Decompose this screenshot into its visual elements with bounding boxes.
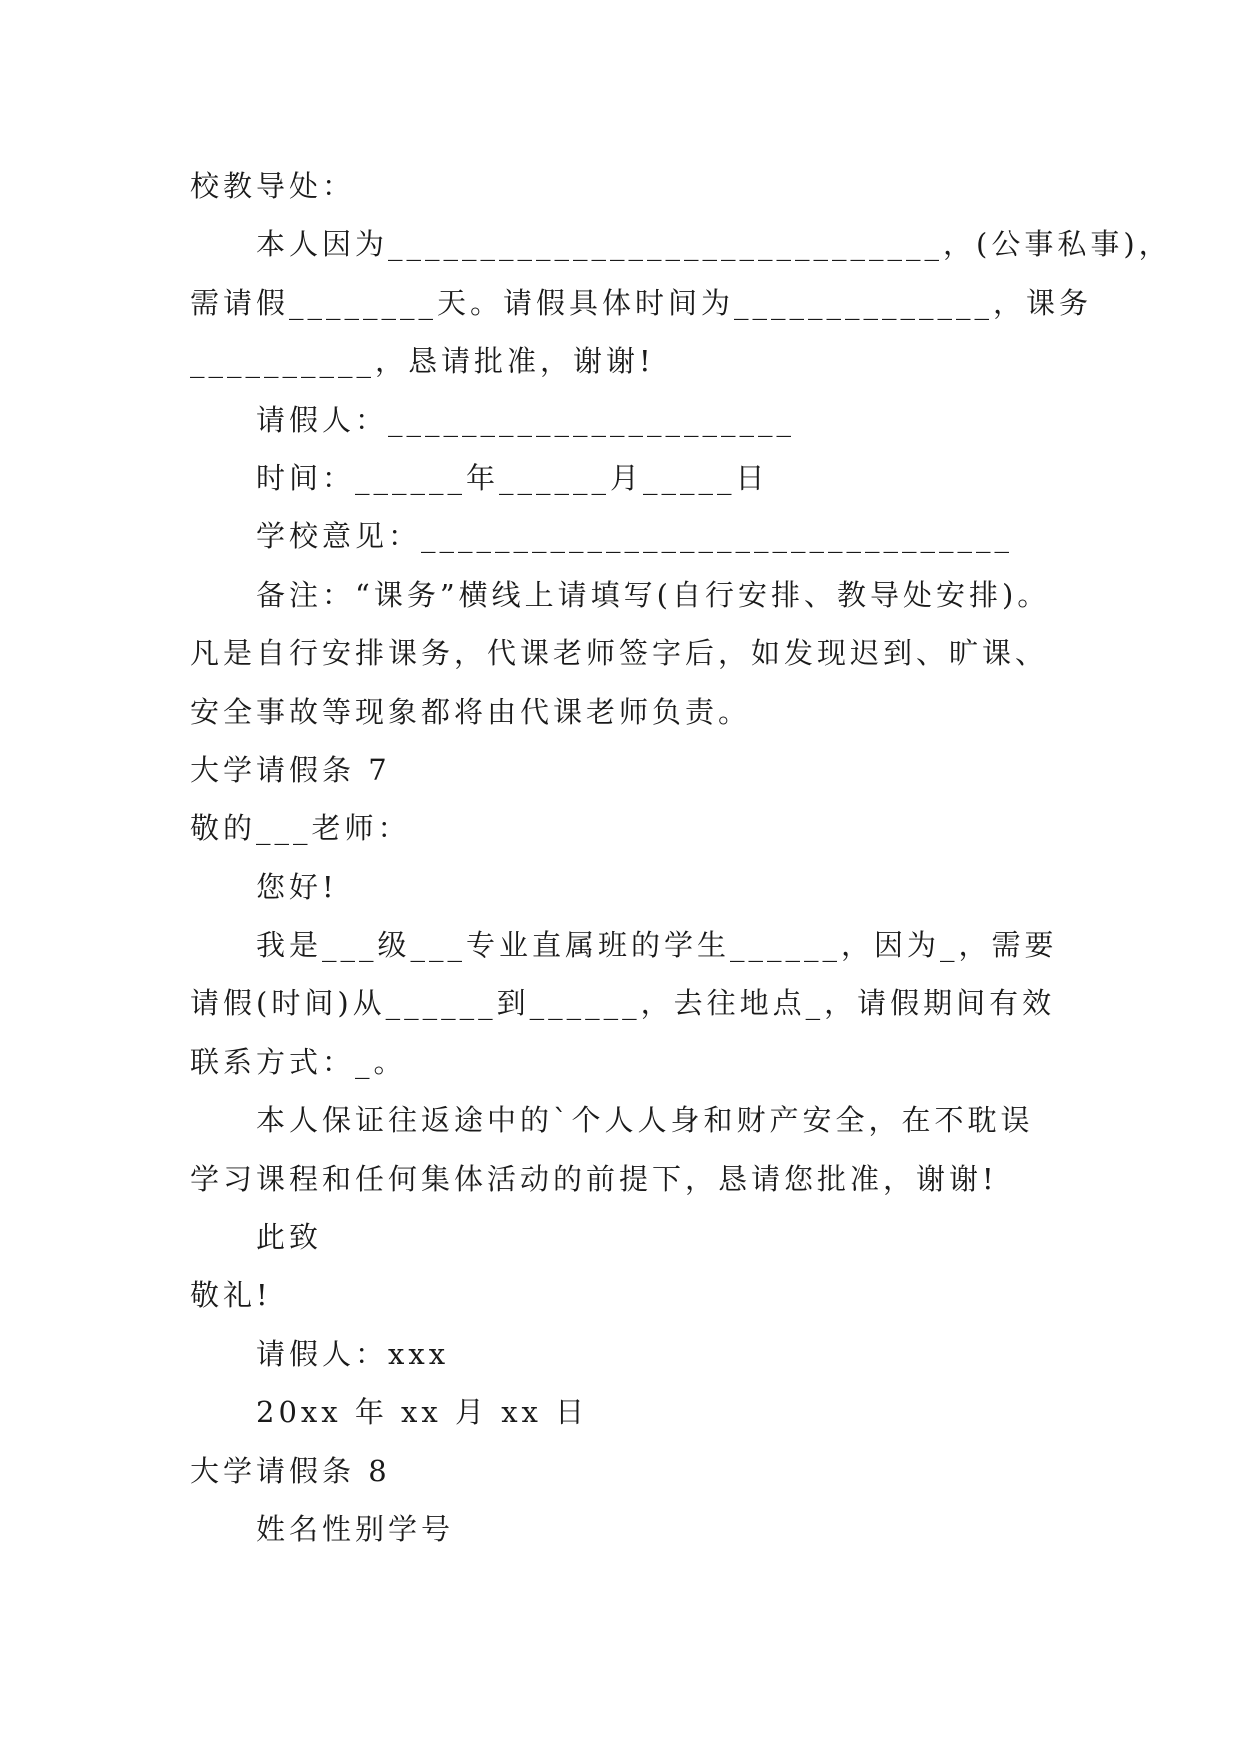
reason-line: 本人因为______________________________，(公事私事)， (256, 227, 1172, 262)
date-line: 时间：______年______月_____日 (256, 460, 769, 495)
applicant-line: 请假人：______________________ (256, 402, 796, 437)
remark-end-line: 安全事故等现象都将由代课老师负责。 (190, 694, 752, 729)
salutation-line: 校教导处： (190, 169, 356, 203)
section-heading-7: 大学请假条 7 (190, 752, 391, 787)
leave-period-line: 请假(时间)从______到______，去往地点_，请假期间有效 (190, 986, 1056, 1021)
teacher-salutation-line: 敬的___老师： (190, 811, 411, 846)
guarantee-line: 本人保证往返途中的`个人人身和财产安全，在不耽误 (256, 1103, 1034, 1138)
section-heading-8: 大学请假条 8 (190, 1453, 391, 1488)
closing-line: 此致 (256, 1220, 323, 1255)
remark-continued-line: 凡是自行安排课务，代课老师签字后，如发现迟到、旷课、 (190, 636, 1049, 671)
signature-line: 请假人：xxx (256, 1336, 450, 1371)
student-info-line: 我是___级___专业直属班的学生______，因为_，需要 (256, 928, 1058, 963)
guarantee-continued-line: 学习课程和任何集体活动的前提下，恳请您批准，谢谢! (190, 1161, 998, 1196)
remark-line: 备注：“课务”横线上请填写(自行安排、教导处安排)。 (256, 577, 1051, 612)
school-opinion-line: 学校意见：________________________________ (256, 519, 1014, 554)
signature-date-line: 20xx 年 xx 月 xx 日 (256, 1395, 589, 1430)
document-body (190, 157, 1172, 1558)
days-line: 需请假________天。请假具体时间为______________，课务 (190, 285, 1093, 320)
form-fields-line: 姓名性别学号 (256, 1511, 455, 1546)
regards-line: 敬礼! (190, 1278, 272, 1313)
greeting-line: 您好! (256, 869, 338, 904)
contact-line: 联系方式：_。 (190, 1044, 407, 1079)
approval-request-line: __________，恳请批准，谢谢! (190, 344, 655, 379)
